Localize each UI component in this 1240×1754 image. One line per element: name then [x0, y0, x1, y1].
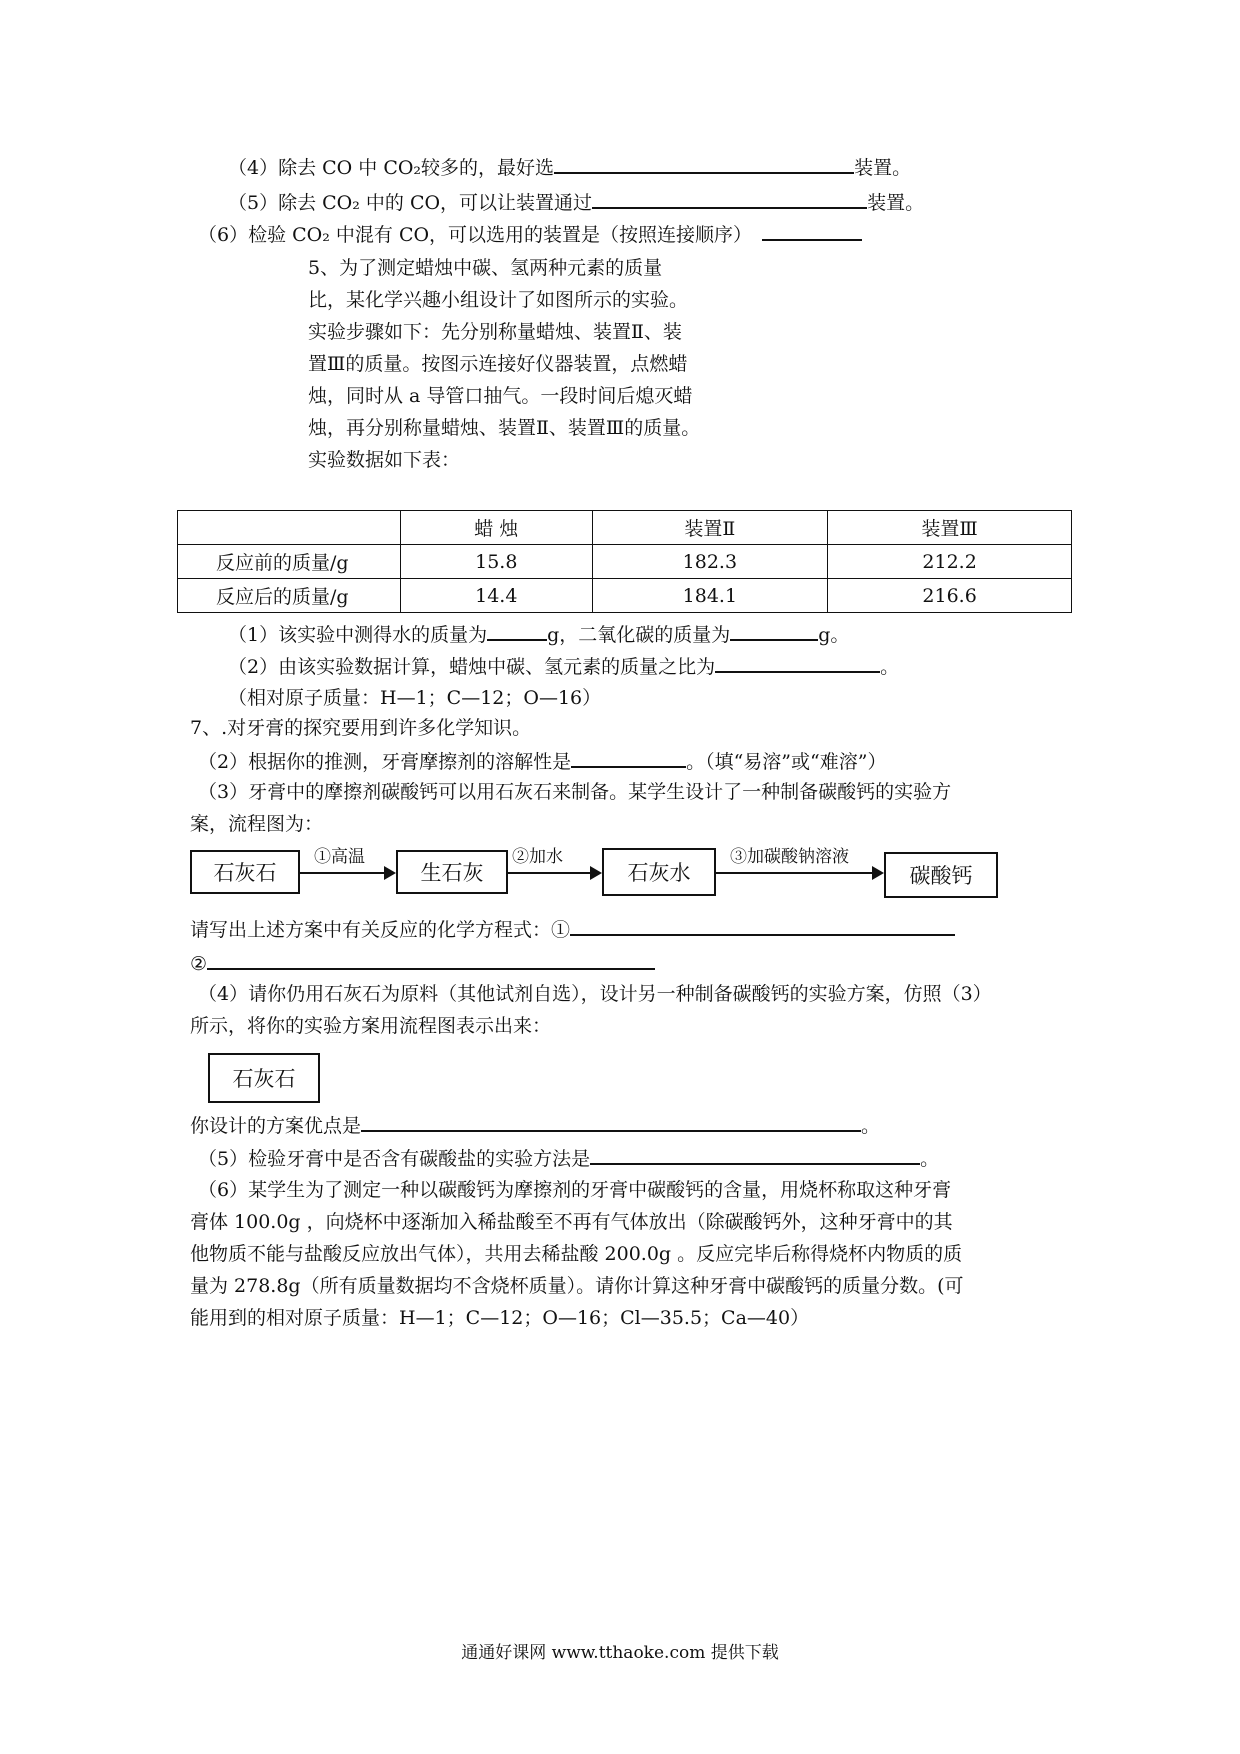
- q7-part4-line1: （4）请你仍用石灰石为原料（其他试剂自选），设计另一种制备碳酸钙的实验方案，仿照（3）: [198, 983, 992, 1005]
- q7-part6-line: 他物质不能与盐酸反应放出气体），共用去稀盐酸 200.0g 。反应完毕后称得烧杯内物质的质: [190, 1243, 963, 1265]
- ratio-blank[interactable]: [715, 651, 880, 673]
- flow-arrow-2: [508, 872, 600, 874]
- flow-box-limewater: 石灰水: [602, 848, 716, 896]
- table-header-cell: [178, 511, 401, 545]
- q5-sub2: （2）由该实验数据计算，蜡烛中碳、氢元素的质量之比为 。: [228, 651, 899, 681]
- q7-part6-line: 膏体 100.0g ，向烧杯中逐渐加入稀盐酸至不再有气体放出（除碳酸钙外，这种牙膏中的其: [190, 1211, 953, 1233]
- experiment-data-table: [177, 510, 1072, 613]
- table-cell: 15.8: [401, 545, 593, 579]
- q5-intro-line: 烛，同时从 a 导管口抽气。一段时间后熄灭蜡: [308, 385, 693, 407]
- answer-blank-4[interactable]: [554, 152, 854, 174]
- flow-box-limestone: 石灰石: [190, 850, 300, 894]
- carbonate-test-blank[interactable]: [590, 1143, 920, 1165]
- table-cell: 14.4: [401, 579, 593, 613]
- table-cell: 反应前的质量/g: [178, 545, 401, 579]
- answer-blank-6[interactable]: [762, 219, 862, 241]
- table-cell: 216.6: [828, 579, 1072, 613]
- q5-sub1: （1）该实验中测得水的质量为 g，二氧化碳的质量为 g。: [228, 619, 849, 649]
- table-cell: 184.1: [592, 579, 828, 613]
- flow-arrow-label: ③加碳酸钠溶液: [730, 847, 849, 867]
- q7-part6-line: 能用到的相对原子质量：H—1；C—12；O—16；Cl—35.5；Ca—40）: [190, 1307, 810, 1329]
- advantage-line: 你设计的方案优点是 。: [190, 1110, 880, 1140]
- q5-intro-line: 实验数据如下表：: [308, 449, 461, 471]
- q4-part6: （6）检验 CO₂ 中混有 CO，可以选用的装置是（按照连接顺序）: [198, 219, 862, 249]
- q5-intro-line: 比，某化学兴趣小组设计了如图所示的实验。: [308, 289, 689, 311]
- equation-prompt: 请写出上述方案中有关反应的化学方程式：①: [190, 914, 955, 944]
- q4-part4: （4）除去 CO 中 CO₂较多的，最好选 装置。: [228, 152, 911, 182]
- equation-2-blank[interactable]: [207, 948, 655, 970]
- table-cell: 212.2: [828, 545, 1072, 579]
- table-cell: 182.3: [592, 545, 828, 579]
- co2-mass-blank[interactable]: [730, 619, 818, 641]
- design-flow-start-box: 石灰石: [208, 1053, 320, 1103]
- q5-intro-line: 烛，再分别称量蜡烛、装置Ⅱ、装置Ⅲ的质量。: [308, 417, 701, 439]
- table-header-cell: 装置Ⅱ: [592, 511, 828, 545]
- table-row: [178, 579, 1072, 613]
- advantage-blank[interactable]: [361, 1110, 861, 1132]
- water-mass-blank[interactable]: [487, 619, 547, 641]
- q4-part5: （5）除去 CO₂ 中的 CO，可以让装置通过 装置。: [228, 187, 924, 217]
- q7-part3-line2: 案，流程图为：: [190, 813, 324, 835]
- table-header-cell: 装置Ⅲ: [828, 511, 1072, 545]
- table-row: [178, 545, 1072, 579]
- q5-intro-line: 实验步骤如下：先分别称量蜡烛、装置Ⅱ、装: [308, 321, 682, 343]
- equation-2-line: ②: [190, 948, 655, 978]
- answer-blank-5[interactable]: [592, 187, 867, 209]
- flow-arrow-1: [300, 872, 394, 874]
- table-cell: 反应后的质量/g: [178, 579, 401, 613]
- flow-arrow-label: ②加水: [512, 847, 563, 867]
- q7-part3-line1: （3）牙膏中的摩擦剂碳酸钙可以用石灰石来制备。某学生设计了一种制备碳酸钙的实验方: [198, 781, 952, 803]
- flow-box-quicklime: 生石灰: [396, 850, 508, 894]
- q5-intro-line: 5、为了测定蜡烛中碳、氢两种元素的质量: [308, 257, 663, 279]
- q5-intro-line: 置Ⅲ的质量。按图示连接好仪器装置，点燃蜡: [308, 353, 688, 375]
- flow-box-calcium-carbonate: 碳酸钙: [884, 852, 998, 898]
- q7-part5: （5）检验牙膏中是否含有碳酸盐的实验方法是 。: [198, 1143, 939, 1173]
- q7-part4-line2: 所示，将你的实验方案用流程图表示出来：: [190, 1015, 552, 1037]
- flow-arrow-3: [716, 872, 882, 874]
- q7-part6-line: （6）某学生为了测定一种以碳酸钙为摩擦剂的牙膏中碳酸钙的含量，用烧杯称取这种牙膏: [198, 1179, 952, 1201]
- q7-title: 7、.对牙膏的探究要用到许多化学知识。: [190, 717, 532, 739]
- equation-1-blank[interactable]: [570, 914, 955, 936]
- solubility-blank[interactable]: [571, 746, 686, 768]
- flow-arrow-label: ①高温: [314, 847, 365, 867]
- q7-part6-line: 量为 278.8g（所有质量数据均不含烧杯质量）。请你计算这种牙膏中碳酸钙的质量分数。(可: [190, 1275, 964, 1297]
- table-header-row: [178, 511, 1072, 545]
- q7-part2: （2）根据你的推测，牙膏摩擦剂的溶解性是 。（填“易溶”或“难溶”）: [198, 746, 886, 776]
- table-header-cell: 蜡 烛: [401, 511, 593, 545]
- page-footer: 通通好课网 www.tthaoke.com 提供下载: [461, 1643, 779, 1663]
- q5-atomic-masses: （相对原子质量：H—1；C—12；O—16）: [228, 687, 602, 709]
